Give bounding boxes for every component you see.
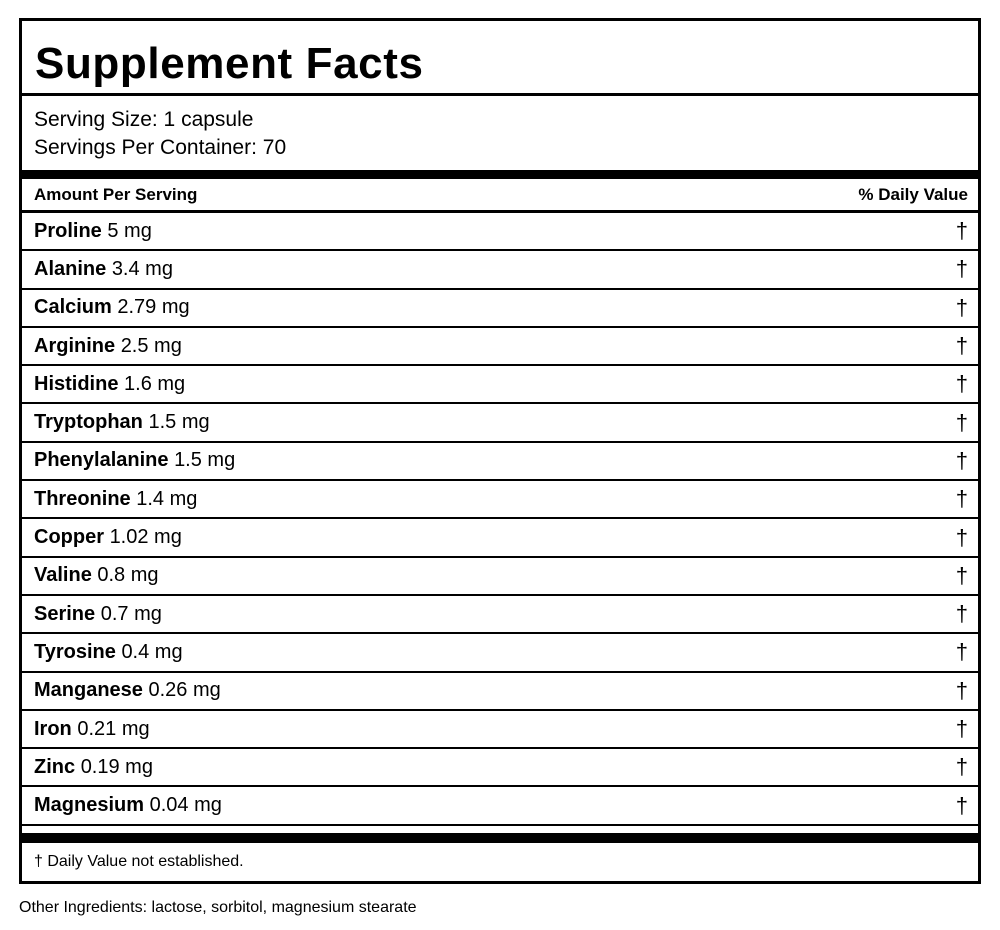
daily-value-dagger: †: [955, 371, 968, 397]
nutrient-amount: 3.4 mg: [111, 257, 173, 280]
nutrient-amount: 0.4 mg: [121, 640, 183, 663]
nutrient-label: [34, 296, 190, 319]
nutrient-amount: 1.6 mg: [124, 372, 186, 395]
daily-value-dagger: †: [955, 754, 968, 780]
daily-value-dagger: †: [955, 524, 968, 550]
daily-value-dagger: †: [955, 639, 968, 665]
nutrient-name: Tyrosine: [34, 640, 116, 663]
nutrient-label: [34, 449, 235, 472]
daily-value-dagger: †: [955, 716, 968, 741]
nutrient-name: Tryptophan: [34, 411, 143, 434]
daily-value-dagger: †: [955, 333, 968, 359]
nutrient-label: [34, 756, 153, 779]
nutrient-name: Copper: [34, 526, 104, 549]
bottom-gap: [22, 826, 978, 833]
nutrient-row: [22, 673, 978, 711]
nutrient-row: [22, 596, 978, 634]
daily-value-dagger: †: [955, 562, 968, 588]
nutrient-row: [22, 366, 978, 404]
nutrient-row: [22, 328, 978, 366]
nutrient-label: [34, 794, 222, 817]
nutrient-label: [34, 258, 173, 281]
daily-value-dagger: †: [955, 486, 968, 512]
servings-per-container: Servings Per Container: 70: [34, 136, 287, 159]
nutrient-label: [34, 488, 197, 511]
nutrient-name: Proline: [34, 219, 102, 242]
daily-value-dagger: †: [955, 409, 968, 435]
panel-title: Supplement Facts: [35, 39, 424, 88]
nutrient-row: [22, 251, 978, 289]
nutrient-label: [34, 679, 221, 702]
daily-value-dagger: †: [955, 447, 968, 473]
daily-value-dagger: †: [955, 792, 968, 818]
nutrient-row: [22, 787, 978, 825]
nutrient-name: Alanine: [34, 257, 107, 280]
nutrient-amount: 0.26 mg: [148, 679, 221, 702]
nutrient-amount: 1.4 mg: [136, 487, 198, 510]
nutrient-amount: 0.19 mg: [80, 755, 153, 778]
nutrient-name: Magnesium: [34, 794, 145, 817]
nutrient-row: [22, 290, 978, 328]
nutrient-amount: 1.5 mg: [148, 411, 210, 434]
nutrient-row: [22, 634, 978, 672]
nutrient-amount: 1.5 mg: [174, 449, 236, 472]
nutrient-name: Zinc: [34, 755, 76, 778]
nutrient-name: Valine: [34, 564, 92, 587]
nutrient-row: [22, 481, 978, 519]
nutrient-label: [34, 603, 162, 626]
table-header: [22, 179, 978, 213]
serving-info: [22, 96, 978, 170]
nutrient-row: [22, 213, 978, 251]
daily-value-dagger: †: [955, 677, 968, 703]
nutrient-label: [34, 718, 150, 741]
nutrient-amount: 0.21 mg: [77, 717, 150, 740]
nutrient-row: [22, 749, 978, 787]
nutrient-row: [22, 404, 978, 442]
daily-value-label: % Daily Value: [858, 184, 968, 204]
supplement-facts-panel: [19, 18, 981, 884]
footnote: † Daily Value not established.: [34, 852, 244, 870]
serving-size: Serving Size: 1 capsule: [34, 108, 254, 131]
nutrient-label: [34, 335, 182, 358]
nutrient-amount: 0.04 mg: [149, 794, 222, 817]
nutrient-name: Phenylalanine: [34, 449, 169, 472]
nutrient-amount: 5 mg: [107, 219, 152, 242]
nutrient-rows: [22, 213, 978, 826]
nutrient-amount: 0.8 mg: [97, 564, 159, 587]
daily-value-dagger: †: [955, 294, 968, 320]
nutrient-row: [22, 443, 978, 481]
nutrient-label: [34, 220, 152, 243]
daily-value-dagger: †: [955, 256, 968, 282]
nutrient-row: [22, 519, 978, 557]
nutrient-name: Calcium: [34, 296, 112, 319]
thick-divider-bottom: [22, 833, 978, 843]
nutrient-row: [22, 558, 978, 596]
nutrient-amount: 0.7 mg: [100, 602, 162, 625]
nutrient-amount: 2.5 mg: [120, 334, 182, 357]
thick-divider-top: [22, 170, 978, 179]
other-ingredients: Other Ingredients: lactose, sorbitol, magnesium stearate: [19, 899, 417, 916]
daily-value-dagger: †: [955, 601, 968, 627]
nutrient-label: [34, 564, 159, 587]
nutrient-name: Arginine: [34, 334, 116, 357]
nutrient-label: [34, 526, 182, 549]
nutrient-amount: 2.79 mg: [117, 296, 190, 319]
nutrient-name: Manganese: [34, 679, 143, 702]
nutrient-name: Histidine: [34, 372, 119, 395]
nutrient-label: [34, 411, 210, 434]
nutrient-amount: 1.02 mg: [109, 526, 182, 549]
nutrient-name: Iron: [34, 717, 72, 740]
title-section: [22, 21, 978, 96]
daily-value-dagger: †: [955, 218, 968, 244]
nutrient-row: [22, 711, 978, 749]
nutrient-label: [34, 641, 183, 664]
nutrient-label: [34, 373, 185, 396]
nutrient-name: Serine: [34, 602, 96, 625]
amount-per-serving-label: Amount Per Serving: [34, 184, 198, 204]
nutrient-name: Threonine: [34, 487, 131, 510]
